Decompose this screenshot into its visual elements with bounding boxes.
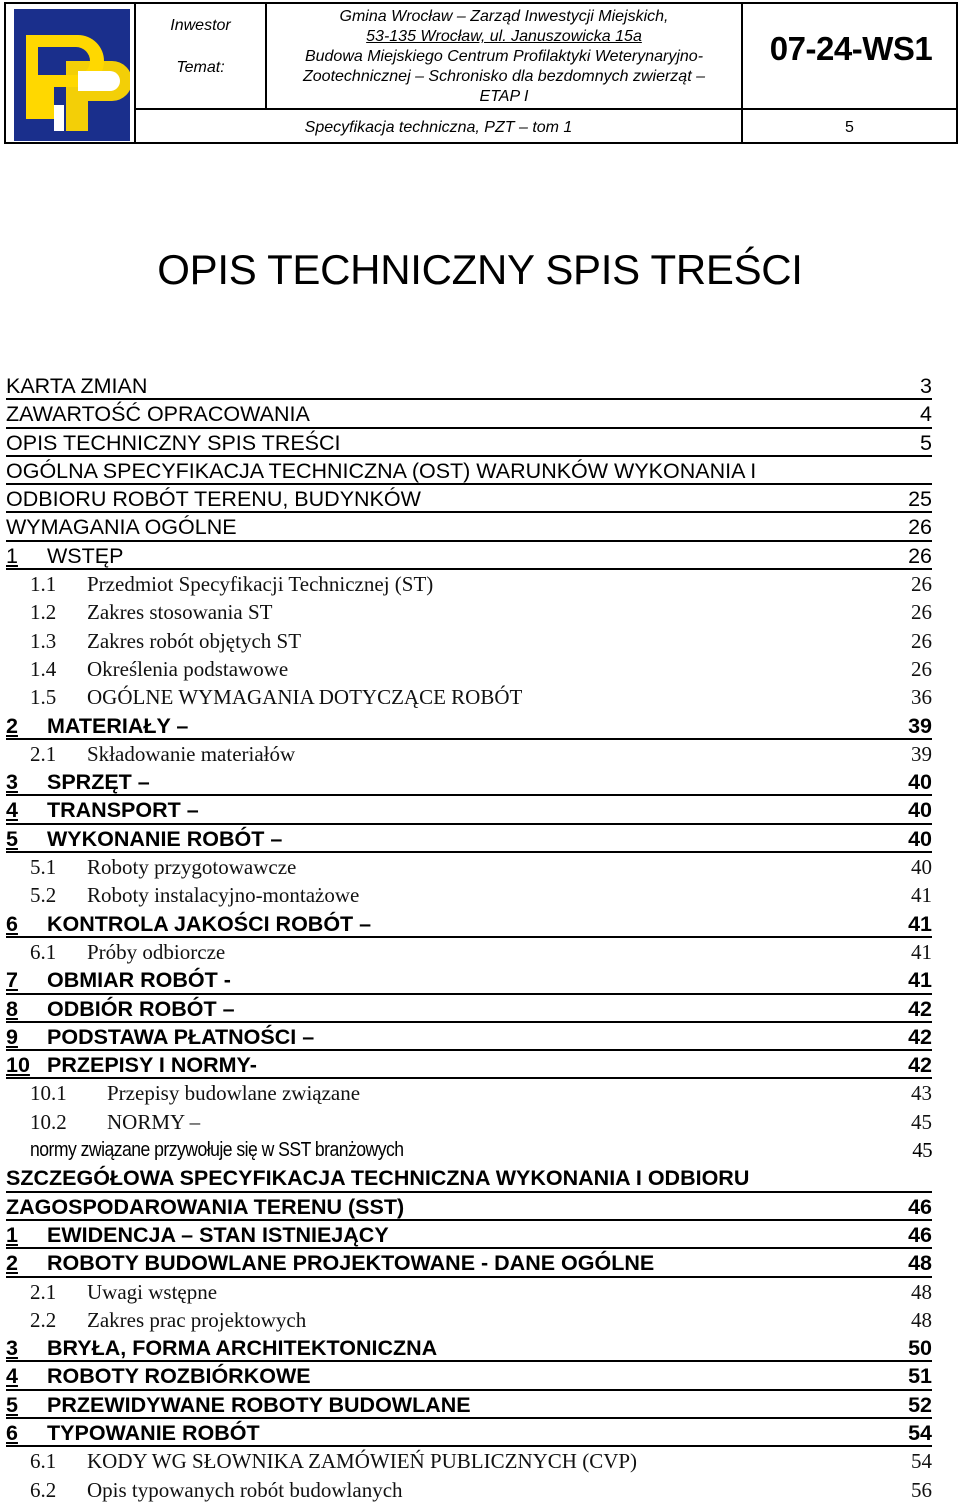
toc-entry-title: ODBIORU ROBÓT TERENU, BUDYNKÓW (6, 487, 421, 512)
toc-entry-page: 41 (908, 911, 932, 936)
toc-entry-number: 2 (6, 1251, 18, 1276)
toc-entry-title: TRANSPORT – (47, 798, 199, 823)
toc-entry-number: 4 (6, 798, 18, 823)
toc-entry-title: WSTĘP (47, 543, 124, 568)
toc-entry-page: 41 (911, 939, 932, 964)
toc-entry-title: Przedmiot Specyfikacji Technicznej (ST) (87, 572, 434, 597)
toc-entry-page: 26 (908, 515, 932, 540)
toc-entry[interactable] (6, 1306, 932, 1334)
toc-entry-title: WYKONANIE ROBÓT – (47, 826, 283, 851)
toc-entry-number: 2.1 (30, 1279, 57, 1304)
toc-entry-page: 36 (911, 685, 932, 710)
toc-entry-title: Składowanie materiałów (87, 741, 296, 766)
toc-entry-number: 1.3 (30, 628, 57, 653)
toc-entry[interactable] (6, 683, 932, 711)
toc-entry-number: 2.1 (30, 741, 57, 766)
toc-entry-page: 48 (911, 1307, 932, 1332)
toc-entry-title: Opis typowanych robót budowlanych (87, 1477, 403, 1502)
toc-entry-page: 45 (912, 1138, 932, 1163)
toc-entry-page: 46 (908, 1222, 932, 1247)
toc-entry[interactable] (6, 995, 932, 1023)
document-header (4, 2, 958, 144)
toc-entry-title: OBMIAR ROBÓT - (47, 968, 231, 993)
toc-entry-title: ROBOTY BUDOWLANE PROJEKTOWANE - DANE OGÓLNE (47, 1251, 655, 1276)
toc-entry[interactable] (6, 1023, 932, 1051)
toc-entry[interactable] (6, 1193, 932, 1221)
toc-entry[interactable] (6, 796, 932, 824)
toc-entry-number: 2 (6, 713, 18, 738)
toc-entry[interactable] (6, 1362, 932, 1390)
toc-entry-number: 10.2 (30, 1109, 67, 1134)
toc-entry-title: KODY WG SŁOWNIKA ZAMÓWIEŃ PUBLICZNYCH (CVP) (87, 1449, 638, 1474)
toc-entry[interactable] (6, 1221, 932, 1249)
toc-entry-page: 4 (920, 402, 932, 427)
toc-entry-number: 5 (6, 1392, 18, 1417)
investor-line-1: Gmina Wrocław – Zarząd Inwestycji Miejskich, (339, 8, 669, 25)
toc-entry-title: WYMAGANIA OGÓLNE (6, 515, 237, 540)
toc-entry-page: 26 (911, 600, 932, 625)
toc-entry-page: 51 (908, 1364, 932, 1389)
toc-entry[interactable] (6, 598, 932, 626)
toc-entry-title: TYPOWANIE ROBÓT (47, 1420, 260, 1445)
toc-entry[interactable] (6, 513, 932, 541)
toc-entry-number: 5 (6, 826, 18, 851)
toc-entry-number: 6 (6, 911, 18, 936)
toc-entry-page: 48 (908, 1251, 932, 1276)
toc-entry-number: 1 (6, 543, 18, 568)
toc-entry-title: PRZEWIDYWANE ROBOTY BUDOWLANE (47, 1392, 471, 1417)
toc-entry-title: Określenia podstawowe (87, 656, 289, 681)
toc-entry-title: Roboty przygotowawcze (87, 855, 297, 880)
toc-entry[interactable] (6, 1079, 932, 1107)
toc-entry[interactable] (6, 881, 932, 909)
document-code: 07-24-WS1 (769, 30, 933, 67)
toc-entry-page: 48 (911, 1279, 932, 1304)
toc-entry-page: 45 (911, 1109, 932, 1134)
spec-label: Specyfikacja techniczna, PZT – tom 1 (304, 119, 573, 136)
toc-entry[interactable] (6, 542, 932, 570)
investor-line-2: 53-135 Wrocław, ul. Januszowicka 15a (366, 28, 642, 45)
toc-entry-title: NORMY – (107, 1109, 201, 1134)
toc-entry[interactable] (6, 457, 932, 485)
toc-entry-number: 8 (6, 996, 18, 1021)
toc-entry-page: 46 (908, 1194, 932, 1219)
toc-entry[interactable] (6, 1136, 932, 1164)
toc-entry-page: 42 (908, 1053, 932, 1078)
project-topic (267, 47, 741, 107)
toc-entry-page: 3 (920, 374, 932, 398)
toc-entry-title: OGÓLNE WYMAGANIA DOTYCZĄCE ROBÓT (87, 685, 523, 710)
toc-entry-page: 40 (908, 770, 932, 795)
toc-entry-page: 26 (908, 543, 932, 568)
toc-entry-number: 2.2 (30, 1307, 57, 1332)
topic-line-3: ETAP I (479, 88, 529, 105)
toc-entry[interactable] (6, 485, 932, 513)
toc-entry[interactable] (6, 1476, 932, 1503)
toc-entry-title: ZAGOSPODAROWANIA TERENU (SST) (6, 1194, 405, 1219)
toc-entry-number: 5.2 (30, 883, 57, 908)
toc-entry-number: 9 (6, 1024, 18, 1049)
toc-entry[interactable] (6, 853, 932, 881)
toc-entry-number: 6.1 (30, 939, 57, 964)
toc-entry-page: 43 (911, 1081, 932, 1106)
page-title: OPIS TECHNICZNY SPIS TREŚCI (157, 246, 803, 293)
company-logo (14, 9, 130, 141)
toc-entry[interactable] (6, 655, 932, 683)
toc-entry-title: PRZEPISY I NORMY- (47, 1053, 257, 1078)
toc-entry-title: BRYŁA, FORMA ARCHITEKTONICZNA (47, 1336, 438, 1361)
page-number: 5 (845, 119, 854, 136)
toc-entry-page: 40 (911, 855, 932, 880)
toc-entry-title: normy związane przywołuje się w SST branżowych (30, 1139, 404, 1162)
toc-entry-title: Próby odbiorcze (87, 939, 226, 964)
toc-entry-page: 39 (908, 713, 932, 738)
toc-entry-title: ROBOTY ROZBIÓRKOWE (47, 1364, 311, 1389)
toc-entry-title: OGÓLNA SPECYFIKACJA TECHNICZNA (OST) WARUNKÓW WYKONANIA I (6, 458, 757, 483)
toc-entry[interactable] (6, 1108, 932, 1136)
toc-entry-number: 3 (6, 770, 18, 795)
toc-entry-number: 1.2 (30, 600, 57, 625)
toc-entry-page: 42 (908, 1024, 932, 1049)
toc-entry[interactable] (6, 570, 932, 598)
toc-entry-title: EWIDENCJA – STAN ISTNIEJĄCY (47, 1222, 389, 1247)
toc-entry[interactable] (6, 1278, 932, 1306)
toc-entry-number: 6.1 (30, 1449, 57, 1474)
toc-entry[interactable] (6, 966, 932, 994)
toc-entry[interactable] (6, 1249, 932, 1277)
toc-entry[interactable] (6, 1334, 932, 1362)
toc-entry-number: 6.2 (30, 1477, 57, 1502)
toc-entry-page: 50 (908, 1336, 932, 1361)
toc-entry[interactable] (6, 429, 932, 457)
toc-entry[interactable] (6, 938, 932, 966)
toc-entry-title: KONTROLA JAKOŚCI ROBÓT – (47, 911, 372, 936)
toc-entry-page: 26 (911, 628, 932, 653)
toc-entry[interactable] (6, 627, 932, 655)
toc-entry[interactable] (6, 372, 932, 400)
toc-entry-page: 40 (908, 798, 932, 823)
toc-entry-page: 5 (920, 430, 932, 455)
toc-entry-number: 6 (6, 1420, 18, 1445)
toc-entry-page: 26 (911, 572, 932, 597)
toc-entry[interactable] (6, 712, 932, 740)
toc-entry-title: Zakres prac projektowych (87, 1307, 307, 1332)
topic-line-2: Zootechnicznej – Schronisko dla bezdomnych zwierząt – (303, 68, 705, 85)
toc-entry-page: 54 (911, 1449, 932, 1474)
toc-entry-title: PODSTAWA PŁATNOŚCI – (47, 1024, 315, 1049)
toc-entry-page: 41 (911, 883, 932, 908)
toc-entry-title: KARTA ZMIAN (6, 374, 148, 398)
toc-entry[interactable] (6, 1164, 932, 1192)
toc-entry[interactable] (6, 825, 932, 853)
toc-entry[interactable] (6, 400, 932, 428)
toc-entry-number: 4 (6, 1364, 18, 1389)
toc-entry-page: 41 (908, 968, 932, 993)
toc-entry-title: ODBIÓR ROBÓT – (47, 996, 235, 1021)
toc-entry-title: Zakres stosowania ST (87, 600, 273, 625)
toc-entry-number: 10 (6, 1053, 30, 1078)
toc-entry-title: SPRZĘT – (47, 770, 150, 795)
toc-entry-number: 7 (6, 968, 18, 993)
toc-entry-number: 5.1 (30, 855, 57, 880)
toc-entry-page: 40 (908, 826, 932, 851)
toc-entry-page: 39 (911, 741, 932, 766)
toc-entry-page: 25 (908, 487, 932, 512)
toc-entry[interactable] (6, 1419, 932, 1447)
toc-entry-page: 52 (908, 1392, 932, 1417)
investor-name (267, 7, 741, 47)
toc-entry-page: 26 (911, 656, 932, 681)
toc-entry-number: 1.4 (30, 656, 57, 681)
toc-entry-number: 1 (6, 1222, 18, 1247)
toc-entry-page: 42 (908, 996, 932, 1021)
toc-entry-title: OPIS TECHNICZNY SPIS TREŚCI (6, 430, 341, 455)
toc-entry-title: MATERIAŁY – (47, 713, 189, 738)
toc-entry-number: 1.1 (30, 572, 57, 597)
toc-entry-title: SZCZEGÓŁOWA SPECYFIKACJA TECHNICZNA WYKONANIA I ODBIORU (6, 1166, 750, 1191)
toc-entry[interactable] (6, 740, 932, 768)
toc-entry-title: Roboty instalacyjno-montażowe (87, 883, 360, 908)
toc-entry-page: 54 (908, 1420, 932, 1445)
toc-entry[interactable] (6, 768, 932, 796)
investor-label: Inwestor (170, 17, 231, 34)
toc-entry-page: 56 (911, 1477, 932, 1502)
topic-line-1: Budowa Miejskiego Centrum Profilaktyki Weterynaryjno- (304, 48, 704, 65)
toc-entry[interactable] (6, 1391, 932, 1419)
toc-entry[interactable] (6, 1051, 932, 1079)
toc-entry-title: Zakres robót objętych ST (87, 628, 302, 653)
toc-entry-number: 1.5 (30, 685, 57, 710)
topic-label: Temat: (176, 59, 225, 76)
toc-entry-title: ZAWARTOŚĆ OPRACOWANIA (6, 402, 310, 427)
table-of-contents (6, 372, 932, 1503)
toc-entry-number: 3 (6, 1336, 18, 1361)
toc-entry[interactable] (6, 1447, 932, 1475)
toc-entry-title: Przepisy budowlane związane (107, 1081, 361, 1106)
toc-entry-number: 10.1 (30, 1081, 67, 1106)
toc-entry[interactable] (6, 910, 932, 938)
toc-entry-title: Uwagi wstępne (87, 1279, 218, 1304)
